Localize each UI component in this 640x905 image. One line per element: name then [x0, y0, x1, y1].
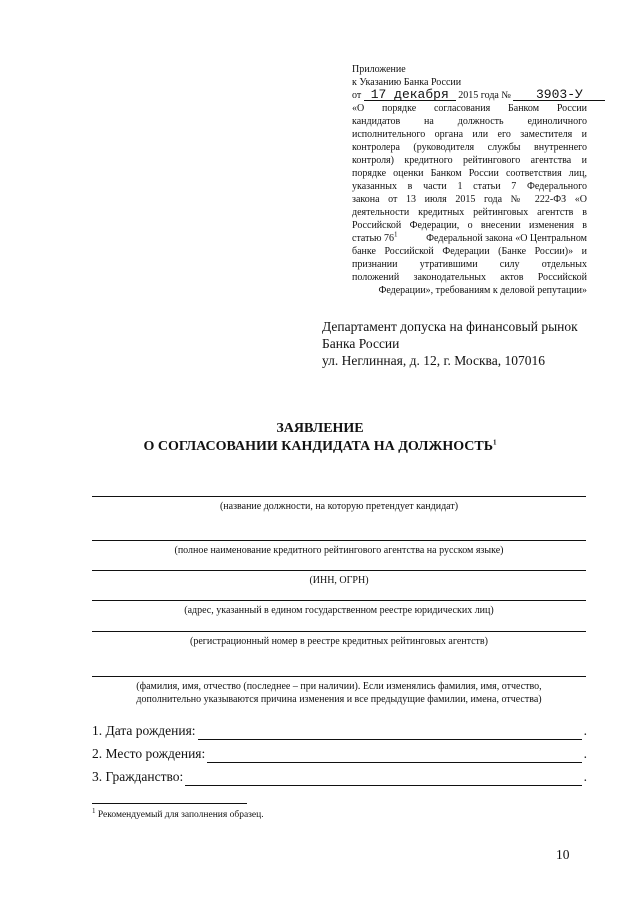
footnote-divider: [92, 803, 247, 804]
registry-number-caption: (регистрационный номер в реестре кредитных рейтинговых агентств): [190, 636, 488, 647]
appendix-header: [352, 63, 587, 297]
recipient-address: ул. Неглинная, д. 12, г. Москва, 107016: [322, 353, 545, 368]
fio-caption-2: дополнительно указываются причина изменения и все предыдущие фамилии, имена, отчества): [136, 694, 542, 705]
registry-number-line[interactable]: [92, 631, 586, 632]
footnote-mark: 1: [92, 806, 96, 815]
agency-name-line[interactable]: [92, 540, 586, 541]
fio-caption-1: (фамилия, имя, отчество (последнее – при наличии). Если изменялись фамилия, имя, отчество,: [136, 681, 542, 692]
recipient-department: Департамент допуска на финансовый рынок: [322, 319, 578, 334]
superscript: 1: [394, 230, 398, 239]
birth-date-field[interactable]: [198, 725, 582, 740]
inn-ogrn-caption: (ИНН, ОГРН): [309, 575, 369, 586]
page-number: 10: [556, 847, 570, 862]
row-end: .: [583, 746, 587, 761]
fio-line[interactable]: [92, 676, 586, 677]
birth-place-row: [92, 745, 587, 763]
row-end: .: [583, 769, 587, 784]
birth-place-field[interactable]: [207, 748, 581, 763]
birth-place-label: 2. Место рождения:: [92, 746, 206, 761]
desc-line: кандидатов на должность единоличного: [352, 116, 587, 127]
birth-date-label: 1. Дата рождения:: [92, 723, 196, 738]
desc-line: порядке оценки Банком России соответствия лиц,: [352, 168, 587, 179]
desc-line: деятельности кредитных рейтинговых агентств в: [352, 207, 587, 218]
recipient-bank: Банка России: [322, 336, 400, 351]
year-text: 2015 года №: [458, 90, 511, 101]
appendix-title: Приложение: [352, 64, 406, 75]
desc-line: банке Российской Федерации (Банке России)» и: [352, 246, 587, 257]
document-subtitle: О СОГЛАСОВАНИИ КАНДИДАТА НА ДОЛЖНОСТЬ$^1$: [143, 438, 497, 454]
desc-line: исполнительного органа или его заместителя и: [352, 129, 587, 140]
desc-line: признании утратившими силу отдельных: [352, 259, 587, 270]
footnote: [92, 806, 264, 820]
desc-article: статью $76^1$: [352, 230, 398, 244]
desc-line-with-sup: [352, 232, 587, 245]
desc-line: «О порядке согласования Банком России: [352, 103, 587, 114]
position-line[interactable]: [92, 496, 586, 497]
desc-line: контролера (руководителя службы внутреннего: [352, 142, 587, 153]
appendix-reference: к Указанию Банка России: [352, 77, 462, 88]
birth-date-row: [92, 722, 587, 740]
desc-line: контроля) кредитного рейтингового агентства и: [352, 155, 587, 166]
desc-line: закона от 13 июля 2015 года № 222-ФЗ «О: [352, 194, 587, 205]
address-caption: (адрес, указанный в едином государственном реестре юридических лиц): [184, 605, 494, 616]
document-title: ЗАЯВЛЕНИЕ: [276, 421, 364, 436]
recipient-block: [322, 318, 578, 369]
inn-ogrn-line[interactable]: [92, 570, 586, 571]
agency-name-caption: (полное наименование кредитного рейтингового агентства на русском языке): [174, 545, 504, 556]
desc-line: Федерации», требованиям к деловой репутации»: [378, 285, 587, 296]
citizenship-label: 3. Гражданство:: [92, 769, 184, 784]
desc-line: указанных в части 1 статьи 7 Федерального: [352, 181, 587, 192]
footnote-ref: 1: [492, 438, 497, 447]
address-line[interactable]: [92, 600, 586, 601]
citizenship-row: [92, 768, 587, 786]
citizenship-field[interactable]: [185, 771, 581, 786]
desc-line: положений законодательных актов Российской: [352, 272, 587, 283]
row-end: .: [583, 723, 587, 738]
handwritten-number: 3903-У: [513, 89, 605, 101]
position-caption: (название должности, на которую претендует кандидат): [219, 501, 459, 512]
handwritten-date: 17 декабря: [364, 89, 456, 101]
from-word: от: [352, 90, 362, 101]
footnote-text: Рекомендуемый для заполнения образец.: [97, 810, 264, 820]
desc-line: Российской Федерации, о внесении изменения в: [352, 220, 587, 231]
appendix-date-line: [352, 89, 587, 102]
desc-line-rest: Федеральной закона «О Центральном: [426, 233, 587, 244]
